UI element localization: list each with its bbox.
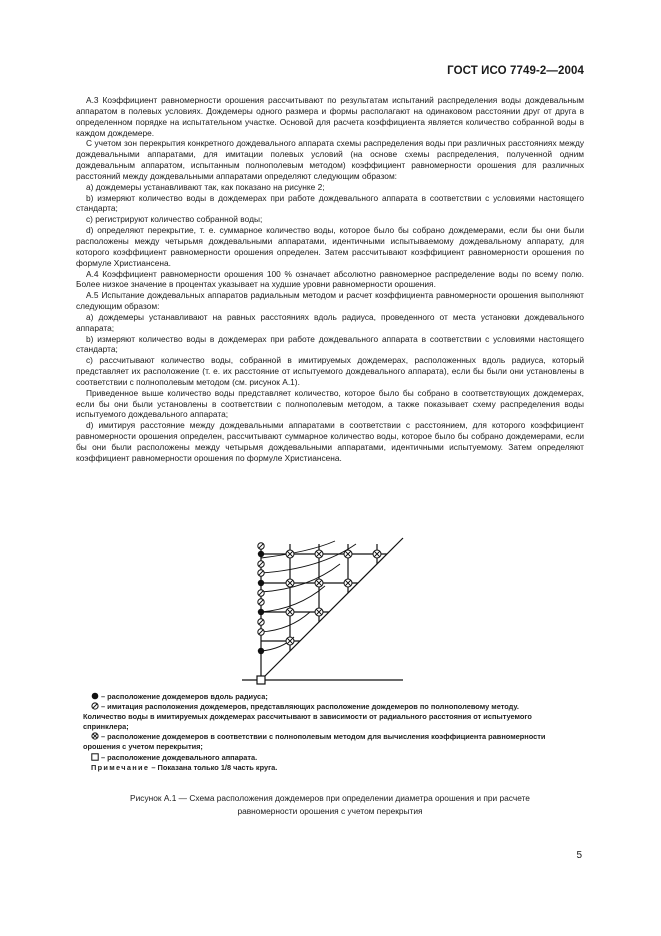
radius-arc <box>261 544 356 573</box>
radius-arc <box>261 564 340 592</box>
caption-line-1: Рисунок А.1 — Схема расположения дождемеров при определении диаметра орошения и при расчете <box>130 793 530 803</box>
figure-caption <box>76 792 584 817</box>
list-item: c) рассчитывают количество воды, собранной в имитируемых дождемерах, расположенных вдоль радиуса, который представляет их расположение (т. е. их расстояние от испытуемого дождевального аппарата), если бы были они установлены в соответствии с полнополевым методом (см. рисунок А.1). <box>76 355 584 387</box>
legend-row <box>83 732 553 752</box>
body-text <box>76 95 584 464</box>
gauge-radius-dot <box>258 648 264 654</box>
circle-cross-icon <box>91 732 99 740</box>
radius-arc <box>261 586 325 612</box>
fullfield-gauges <box>286 550 381 645</box>
legend-item-1: – расположение дождемеров вдоль радиуса; <box>101 692 268 701</box>
radius-arc <box>261 541 335 558</box>
list-item: c) регистрируют количество собранной воды; <box>86 214 263 225</box>
list-item: а) дождемеры устанавливают так, как показано на рисунке 2; <box>86 181 325 192</box>
legend-note <box>83 763 553 773</box>
caption-line-2: равномерности орошения с учетом перекрытия <box>237 805 423 816</box>
square-icon <box>91 753 99 761</box>
list-item: b) измеряют количество воды в дождемерах при работе дождевального аппарата в соответствии с условиями настоящего стандарта; <box>76 333 584 355</box>
figure-legend <box>83 692 553 773</box>
document-header: ГОСТ ИСО 7749-2—2004 <box>447 65 584 77</box>
legend-item-2: – имитация расположения дождемеров, представляющих расположение дождемеров по полнополевому методу. Количество воды в имитируемых дождемерах рассчитывают в зависимости от радиального расстояния от испытуемого спринклера; <box>83 702 532 732</box>
sprinkler-marker <box>257 676 265 684</box>
note-text: – Показана только 1/8 часть круга. <box>151 762 278 772</box>
paragraph-a3: А.3 Коэффициент равномерности орошения рассчитывают по результатам испытаний распределения воды дождевальным аппаратом в полевых условиях. Дождемеры одного размера и формы располагают на одинаковом расстоянии друг от друга в определенном порядке на испытательном участке. Основой для расчета коэффициента является количество собранной воды в каждом дождемере. <box>76 95 584 138</box>
legend-item-4: – расположение дождевального аппарата. <box>101 752 258 762</box>
list-item: b) измеряют количество воды в дождемерах при работе дождевального аппарата в соответствии с условиями настоящего стандарта; <box>76 192 584 214</box>
gauge-radius-dot <box>258 609 264 615</box>
paragraph: С учетом зон перекрытия конкретного дождевального аппарата схемы распределения воды при различных расстояниях между дождевальными аппаратами, для имитации полевых условий (на основе схемы распределения, полученной одним дождевальным аппаратом, испытанным полнополевым методом) коэффициент равномерности орошения для различных расстояний между дождевальными аппаратами определяют следующим образом: <box>76 138 584 181</box>
legend-row <box>83 753 553 763</box>
legend-item-3: – расположение дождемеров в соответствии с полнополевым методом для вычисления коэффициента равномерности орошения с учетом перекрытия; <box>83 732 546 752</box>
list-item: а) дождемеры устанавливают на равных расстояниях вдоль радиуса, проведенного от места установки дождевального аппарата; <box>76 311 584 333</box>
list-item: d) определяют перекрытие, т. е. суммарное количество воды, которое было бы собрано дождемерами, если бы они были расположены между четырьмя дождевальными аппаратами, идентичными испытываемому дождевальному аппарату, для которого коэффициент равномерности орошения определен. Затем рассчитывают коэффициент равномерности орошения по формуле Христиансена. <box>76 225 584 268</box>
radius-arc <box>261 612 310 632</box>
paragraph: Приведенное выше количество воды представляет количество, которое было бы собрано в соответствующих дождемерах, если бы они были установлены в соответствии с полнополевым методом, а также показывает схему распределения воды испытуемого дождевального аппарата; <box>76 387 584 420</box>
paragraph-a4: А.4 Коэффициент равномерности орошения 100 % означает абсолютно равномерное распределение воды по всему полю. Более низкое значение в процентах указывает на худшие уровни равномерности орошения. <box>76 268 584 290</box>
note-label: Примечание <box>91 762 150 772</box>
paragraph-a5: А.5 Испытание дождевальных аппаратов радиальным методом и расчет коэффициента равномерности орошения выполняют следующим образом: <box>76 290 584 312</box>
filled-circle-icon <box>91 692 99 700</box>
gauge-radius-dot <box>258 551 264 557</box>
circle-slash-icon <box>91 702 99 710</box>
gauge-radius-dot <box>258 580 264 586</box>
legend-row <box>83 692 553 702</box>
page-number: 5 <box>576 850 582 861</box>
gauge-layout-diagram <box>240 536 405 686</box>
list-item: d) имитируя расстояние между дождевальными аппаратами в соответствии с расстоянием, для которого коэффициент равномерности орошения определен, рассчитывают суммарное количество воды, которое было бы собрано дождемерами, если бы они были расположены между четырьмя дождевальными аппаратами, идентичными испытуемому. Затем определяют коэффициент равномерности орошения по формуле Христиансена. <box>76 420 584 463</box>
diagonal-boundary <box>261 538 403 680</box>
legend-row <box>83 702 553 732</box>
